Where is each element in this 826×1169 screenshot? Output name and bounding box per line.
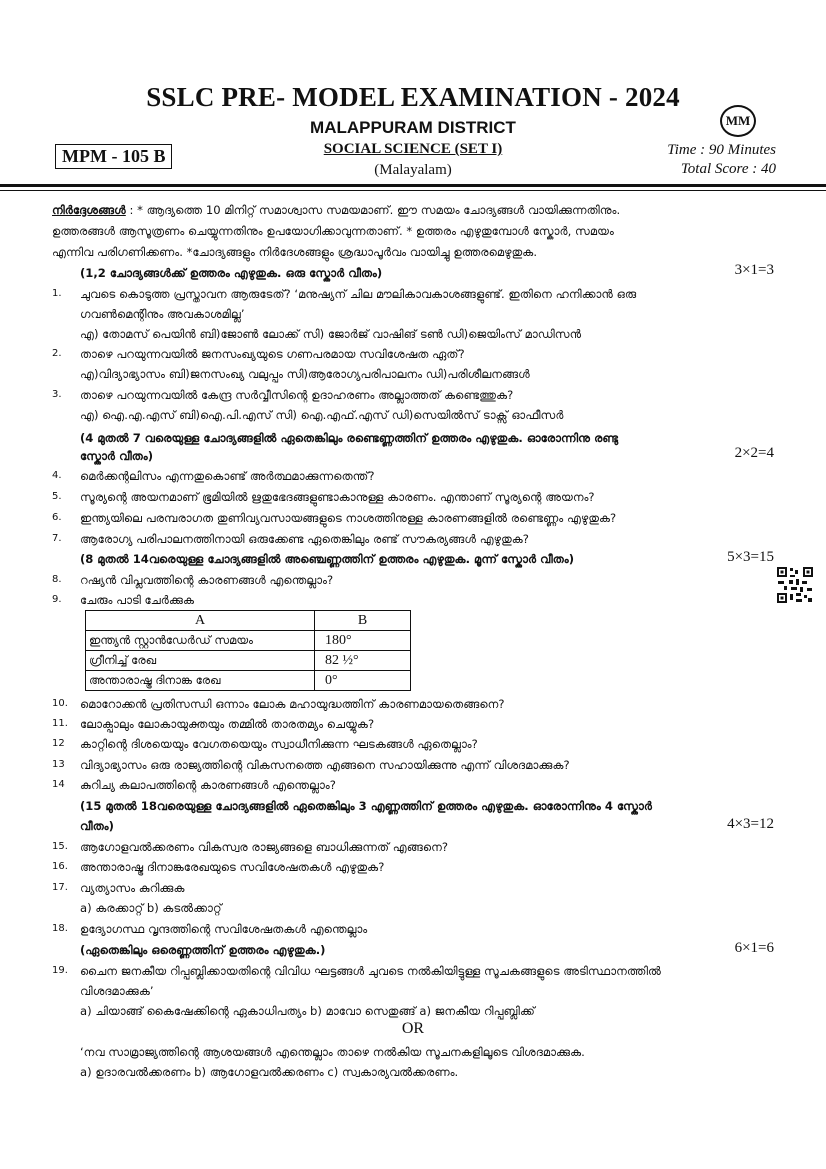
table-cell-a: അന്താരാഷ്ട്ര ദിനാങ്ക രേഖ bbox=[86, 671, 315, 691]
subject-title: SOCIAL SCIENCE (SET I) bbox=[323, 141, 503, 157]
question-4-text: മെർക്കന്റലിസം എന്നതുകൊണ്ട് അർത്ഥമാക്കുന്നതെന്ത്? bbox=[80, 469, 375, 483]
section-2-instruction: (4 മുതൽ 7 വരെയുള്ള ചോദ്യങ്ങളിൽ ഏതെങ്കിലും രണ്ടെണ്ണത്തിന് ഉത്തരം എഴുതുക. ഓരോന്നിനു രണ്ടു bbox=[80, 431, 619, 445]
question-15-text: ആഗോളവൽക്കരണം വികസ്വര രാജ്യങ്ങളെ ബാധിക്കുന്നത് എങ്ങനെ? bbox=[80, 840, 449, 854]
question-number: 15. bbox=[52, 841, 68, 852]
section-5-marks: 6×1=6 bbox=[734, 940, 774, 956]
question-3-options: എ) ഐ.എ.എസ് ബി)ഐ.പി.എസ് സി) ഐ.എഫ്.എസ് ഡി)സെയിൽസ് ടാക്സ് ഓഫീസർ bbox=[80, 408, 564, 422]
column-header-a: A bbox=[86, 611, 315, 631]
question-number: 11. bbox=[52, 718, 68, 729]
instructions-line-1 bbox=[52, 202, 620, 218]
section-2-marks: 2×2=4 bbox=[734, 445, 774, 461]
question-9-text: ചേരും പാടി ചേർക്കുക bbox=[80, 593, 195, 607]
section-3-instruction: (8 മുതൽ 14വരെയുള്ള ചോദ്യങ്ങളിൽ അഞ്ചെണ്ണത്തിന് ഉത്തരം എഴുതുക. മൂന്ന് സ്കോർ വീതം) bbox=[80, 552, 575, 566]
question-number: 14 bbox=[52, 779, 65, 790]
question-number: 12 bbox=[52, 738, 65, 749]
question-number: 3. bbox=[52, 389, 62, 400]
question-number: 13 bbox=[52, 759, 65, 770]
table-cell-b: 180° bbox=[315, 631, 411, 651]
mm-logo: MM bbox=[720, 105, 756, 137]
question-19-alt-text: ‘നവ സാമ്രാജ്യത്തിന്റെ ആശയങ്ങൾ എന്തെല്ലാം താഴെ നൽകിയ സൂചനകളിലൂടെ വിശദമാക്കുക. bbox=[80, 1045, 585, 1059]
question-6-text: ഇന്ത്യയിലെ പരമ്പരാഗത തുണിവ്യവസായങ്ങളുടെ നാശത്തിനുള്ള കാരണങ്ങളിൽ രണ്ടെണ്ണം എഴുതുക? bbox=[80, 511, 617, 525]
column-header-b: B bbox=[315, 611, 411, 631]
table-row bbox=[86, 631, 411, 651]
question-16-text: അന്താരാഷ്ട്ര ദിനാങ്കരേഖയുടെ സവിശേഷതകൾ എഴുതുക? bbox=[80, 860, 385, 874]
table-cell-b: 0° bbox=[315, 671, 411, 691]
instructions-line-2: ഉത്തരങ്ങൾ ആസൂത്രണം ചെയ്യുന്നതിനും ഉപയോഗിക്കാവുന്നതാണ്. * ഉത്തരം എഴുതുമ്പോൾ സ്കോർ, സമയം bbox=[52, 224, 614, 238]
question-19-text-cont: വിശദമാക്കുക’ bbox=[80, 984, 154, 998]
section-2-instruction-cont: സ്കോർ വീതം) bbox=[80, 449, 153, 463]
question-2-options: എ)വിദ്യാഭ്യാസം ബി)ജനസംഖ്യ വലുപ്പം സി)ആരോഗ്യപരിപാലനം ഡി)പരിശീലനങ്ങൾ bbox=[80, 367, 530, 381]
header-rule-thin bbox=[0, 190, 826, 191]
question-7-text: ആരോഗ്യ പരിപാലനത്തിനായി ഒരുക്കേണ്ട ഏതെങ്കിലും രണ്ട് സൗകര്യങ്ങൾ എഴുതുക? bbox=[80, 532, 529, 546]
question-number: 4. bbox=[52, 470, 62, 481]
district-name: MALAPPURAM DISTRICT bbox=[310, 118, 516, 137]
section-5-instruction: (ഏതെങ്കിലും ഒരെണ്ണത്തിന് ഉത്തരം എഴുതുക.) bbox=[80, 943, 326, 957]
table-cell-a: ഗ്രീനിച്ച് രേഖ bbox=[86, 651, 315, 671]
question-10-text: മൊറോക്കൻ പ്രതിസന്ധി ഒന്നാം ലോക മഹായുദ്ധത്തിന് കാരണമായതെങ്ങനെ? bbox=[80, 697, 505, 711]
question-3-text: താഴെ പറയുന്നവയിൽ കേന്ദ്ര സർവ്വീസിന്റെ ഉദാഹരണം അല്ലാത്തത് കണ്ടെത്തുക? bbox=[80, 388, 514, 402]
question-19-alt-options: a) ഉദാരവൽക്കരണം b) ആഗോളവൽക്കരണം c) സ്വകാര്യവൽക്കരണം. bbox=[80, 1065, 459, 1079]
question-number: 2. bbox=[52, 348, 62, 359]
question-1-text: ചുവടെ കൊടുത്ത പ്രസ്താവന ആരുടേത്? ‘മനുഷ്യന് ചില മൗലികാവകാശങ്ങളുണ്ട്. ഇതിനെ ഹനിക്കാൻ ഒരു bbox=[80, 287, 637, 301]
question-17-options: a) കരക്കാറ്റ് b) കടൽക്കാറ്റ് bbox=[80, 901, 222, 915]
question-19-text: ചൈന ജനകീയ റിപ്പബ്ലിക്കായതിന്റെ വിവിധ ഘട്ടങ്ങൾ ചുവടെ നൽകിയിട്ടുള്ള സൂചകങ്ങളുടെ അടിസ്ഥാനത്തിൽ bbox=[80, 964, 661, 978]
table-row bbox=[86, 671, 411, 691]
question-number: 17. bbox=[52, 882, 68, 893]
instructions-text-1: : * ആദ്യത്തെ 10 മിനിറ്റ് സമാശ്വാസ സമയമാണ്. ഈ സമയം ചോദ്യങ്ങൾ വായിക്കുന്നതിനും. bbox=[125, 203, 621, 217]
qr-code-icon bbox=[776, 566, 814, 604]
section-1-marks: 3×1=3 bbox=[734, 262, 774, 278]
question-18-text: ഉദ്യോഗസ്ഥ വൃന്ദത്തിന്റെ സവിശേഷതകൾ എന്തെല്ലാം bbox=[80, 922, 368, 936]
total-score-label: Total Score : 40 bbox=[680, 161, 776, 177]
question-number: 18. bbox=[52, 923, 68, 934]
question-11-text: ലോക്പാലും ലോകായുക്തയും തമ്മിൽ താരതമ്യം ചെയ്യുക? bbox=[80, 717, 375, 731]
section-3-marks: 5×3=15 bbox=[727, 549, 774, 565]
or-separator: OR bbox=[401, 1020, 425, 1037]
section-4-marks: 4×3=12 bbox=[727, 816, 774, 832]
question-2-text: താഴെ പറയുന്നവയിൽ ജനസംഖ്യയുടെ ഗണപരമായ സവിശേഷത ഏത്? bbox=[80, 347, 465, 361]
question-number: 5. bbox=[52, 491, 62, 502]
table-cell-b: 82 ½° bbox=[315, 651, 411, 671]
question-1-options: എ) തോമസ് പെയിൻ ബി)ജോൺ ലോക്ക് സി) ജോർജ് വാഷിങ് ടൺ ഡി)ജെയിംസ് മാഡിസൻ bbox=[80, 327, 582, 341]
question-number: 9. bbox=[52, 594, 62, 605]
question-14-text: കുറിച്യ കലാപത്തിന്റെ കാരണങ്ങൾ എന്തെല്ലാം? bbox=[80, 778, 336, 792]
question-19-options: a) ചിയാങ്ങ് കൈഷേക്കിന്റെ ഏകാധിപത്യം b) മാവോ സെതുങ്ങ് a) ജനകീയ റിപ്പബ്ലിക്ക് bbox=[80, 1004, 535, 1018]
section-4-instruction-cont: വീതം) bbox=[80, 819, 114, 833]
match-table bbox=[85, 610, 411, 691]
question-number: 7. bbox=[52, 533, 62, 544]
instructions-line-3: എന്നിവ പരിഗണിക്കണം. *ചോദ്യങ്ങളും നിർദേശങ്ങളും ശ്രദ്ധാപൂർവം വായിച്ചു ഉത്തരമെഴുതുക. bbox=[52, 245, 538, 259]
question-17-text: വ്യത്യാസം കുറിക്കുക bbox=[80, 881, 185, 895]
medium-label: (Malayalam) bbox=[374, 162, 452, 178]
table-cell-a: ഇന്ത്യൻ സ്റ്റാൻഡേർഡ് സമയം bbox=[86, 631, 315, 651]
section-4-instruction: (15 മുതൽ 18വരെയുള്ള ചോദ്യങ്ങളിൽ ഏതെങ്കിലും 3 എണ്ണത്തിന് ഉത്തരം എഴുതുക. ഓരോന്നിനും 4 സ്കോർ bbox=[80, 799, 653, 813]
paper-code-box: MPM - 105 B bbox=[55, 144, 172, 169]
header-rule-thick bbox=[0, 184, 826, 187]
table-row bbox=[86, 651, 411, 671]
question-1-text-cont: ഗവൺമെന്റിനും അവകാശമില്ല’ bbox=[80, 307, 245, 321]
question-number: 6. bbox=[52, 512, 62, 523]
instructions-label: നിർദ്ദേശങ്ങൾ bbox=[52, 203, 126, 217]
question-number: 19. bbox=[52, 965, 68, 976]
section-1-instruction: (1,2 ചോദ്യങ്ങൾക്ക് ഉത്തരം എഴുതുക. ഒരു സ്കോർ വീതം) bbox=[80, 266, 383, 280]
time-label: Time : 90 Minutes bbox=[667, 142, 776, 158]
table-header-row bbox=[86, 611, 411, 631]
question-13-text: വിദ്യാഭ്യാസം ഒരു രാജ്യത്തിന്റെ വികസനത്തെ എങ്ങനെ സഹായിക്കുന്നു എന്ന് വിശദമാക്കുക? bbox=[80, 758, 570, 772]
question-number: 16. bbox=[52, 861, 68, 872]
exam-title: SSLC PRE- MODEL EXAMINATION - 2024 bbox=[146, 82, 680, 112]
question-number: 8. bbox=[52, 574, 62, 585]
question-5-text: സൂര്യന്റെ അയനമാണ് ഭൂമിയിൽ ഋതുഭേദങ്ങളുണ്ടാകാനുള്ള കാരണം. എന്താണ് സൂര്യന്റെ അയനം? bbox=[80, 490, 595, 504]
question-8-text: റഷ്യൻ വിപ്ലവത്തിന്റെ കാരണങ്ങൾ എന്തെല്ലാം? bbox=[80, 573, 334, 587]
question-12-text: കാറ്റിന്റെ ദിശയെയും വേഗതയെയും സ്വാധീനിക്കുന്ന ഘടകങ്ങൾ ഏതെല്ലാം? bbox=[80, 737, 478, 751]
question-number: 1. bbox=[52, 288, 62, 299]
question-number: 10. bbox=[52, 698, 68, 709]
